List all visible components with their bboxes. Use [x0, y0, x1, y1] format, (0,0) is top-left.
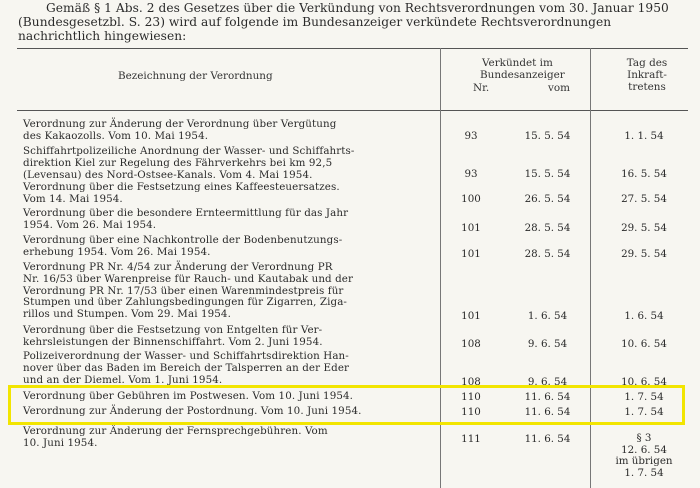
row-nr: 101 [461, 248, 481, 260]
row-description: Verordnung zur Änderung der Fernsprechgebühren. Vom 10. Juni 1954. [23, 425, 328, 449]
row-description: Schiffahrtpolizeiliche Anordnung der Wasser- und Schiffahrts- direktion Kiel zur Regelung des Fährverkehrs bei km 92,5 (Levensau) des Nord-Ostsee-Kanals. Vom 4. Mai 1954. [23, 145, 355, 181]
header-nr: Nr. [473, 82, 490, 94]
row-description: Verordnung PR Nr. 4/54 zur Änderung der Verordnung PR Nr. 16/53 über Warenpreise für Rauch- und Kautabak und der Verordnung PR Nr. 17/53 über einen Warenmindestpreis für Stumpen und über Zahlungsbedingungen für Zigarren, Ziga- rillos und Stumpen. Vom 29. Mai 1954. [23, 261, 354, 321]
row-vom: 26. 5. 54 [524, 193, 571, 205]
row-tag: 10. 6. 54 [621, 376, 667, 388]
header-verkuendet: Verkündet im [482, 57, 553, 69]
row-nr: 110 [461, 391, 481, 403]
row-description: Polizeiverordnung der Wasser- und Schiffahrtsdirektion Han- nover über das Baden im Bereich der Talsperren an der Eder und an der Diemel. Vom 1. Juni 1954. [23, 350, 350, 386]
row-tag: 10. 6. 54 [621, 338, 667, 350]
row-nr: 101 [461, 222, 481, 234]
row-tag: 1. 7. 54 [624, 391, 664, 403]
row-vom: 15. 5. 54 [524, 130, 571, 142]
row-vom: 11. 6. 54 [524, 406, 571, 418]
row-vom: 9. 6. 54 [527, 338, 568, 350]
row-description: Verordnung über die Festsetzung von Entgelten für Ver- kehrsleistungen der Binnenschiffahrt. Vom 2. Juni 1954. [23, 324, 323, 348]
row-tag: 29. 5. 54 [621, 222, 667, 234]
row-description: Verordnung über die Festsetzung eines Kaffeesteuersatzes. Vom 14. Mai 1954. [23, 181, 340, 205]
row-vom: 11. 6. 54 [524, 433, 571, 445]
row-tag: 1. 7. 54 [624, 406, 664, 418]
row-tag: § 3 12. 6. 54 im übrigen 1. 7. 54 [615, 432, 673, 479]
row-nr: 101 [461, 310, 481, 322]
row-tag: 27. 5. 54 [621, 193, 667, 205]
row-nr: 93 [464, 168, 478, 180]
header-vom: vom [548, 82, 570, 94]
row-vom: 1. 6. 54 [527, 310, 568, 322]
row-nr: 108 [461, 376, 481, 388]
header-bundesanzeiger: Bundesanzeiger [480, 69, 565, 81]
row-description: Verordnung über eine Nachkontrolle der Bodenbenutzungs- erhebung 1954. Vom 26. Mai 1954. [23, 234, 343, 258]
row-vom: 28. 5. 54 [524, 248, 571, 260]
header-bezeichnung: Bezeichnung der Verordnung [118, 70, 273, 82]
row-description: Verordnung über Gebühren im Postwesen. Vom 10. Juni 1954. [23, 390, 354, 402]
row-tag: 16. 5. 54 [621, 168, 667, 180]
row-nr: 111 [461, 433, 481, 445]
highlight-box [8, 385, 685, 425]
row-nr: 100 [461, 193, 481, 205]
intro-paragraph: Gemäß § 1 Abs. 2 des Gesetzes über die Verkündung von Rechtsverordnungen vom 30. Januar 1950 (Bundesgesetzbl. S. 23) wird auf folgende im Bundesanzeiger verkündete Rechtsverordnungen nachrichtlich hingewiesen: [18, 1, 669, 43]
row-tag: 1. 1. 54 [624, 130, 664, 142]
row-vom: 9. 6. 54 [527, 376, 568, 388]
row-nr: 108 [461, 338, 481, 350]
row-nr: 93 [464, 130, 478, 142]
row-tag: 29. 5. 54 [621, 248, 667, 260]
row-description: Verordnung zur Änderung der Verordnung über Vergütung des Kakaozolls. Vom 10. Mai 1954. [23, 118, 337, 142]
row-nr: 110 [461, 406, 481, 418]
table-top-rule [17, 48, 688, 49]
header-tag: Tag des Inkraft- tretens [626, 57, 668, 93]
row-vom: 11. 6. 54 [524, 391, 571, 403]
row-description: Verordnung zur Änderung der Postordnung. Vom 10. Juni 1954. [23, 405, 362, 417]
row-vom: 28. 5. 54 [524, 222, 571, 234]
row-tag: 1. 6. 54 [624, 310, 664, 322]
table-header-rule [17, 110, 688, 111]
row-vom: 15. 5. 54 [524, 168, 571, 180]
row-description: Verordnung über die besondere Ernteermittlung für das Jahr 1954. Vom 26. Mai 1954. [23, 207, 349, 231]
